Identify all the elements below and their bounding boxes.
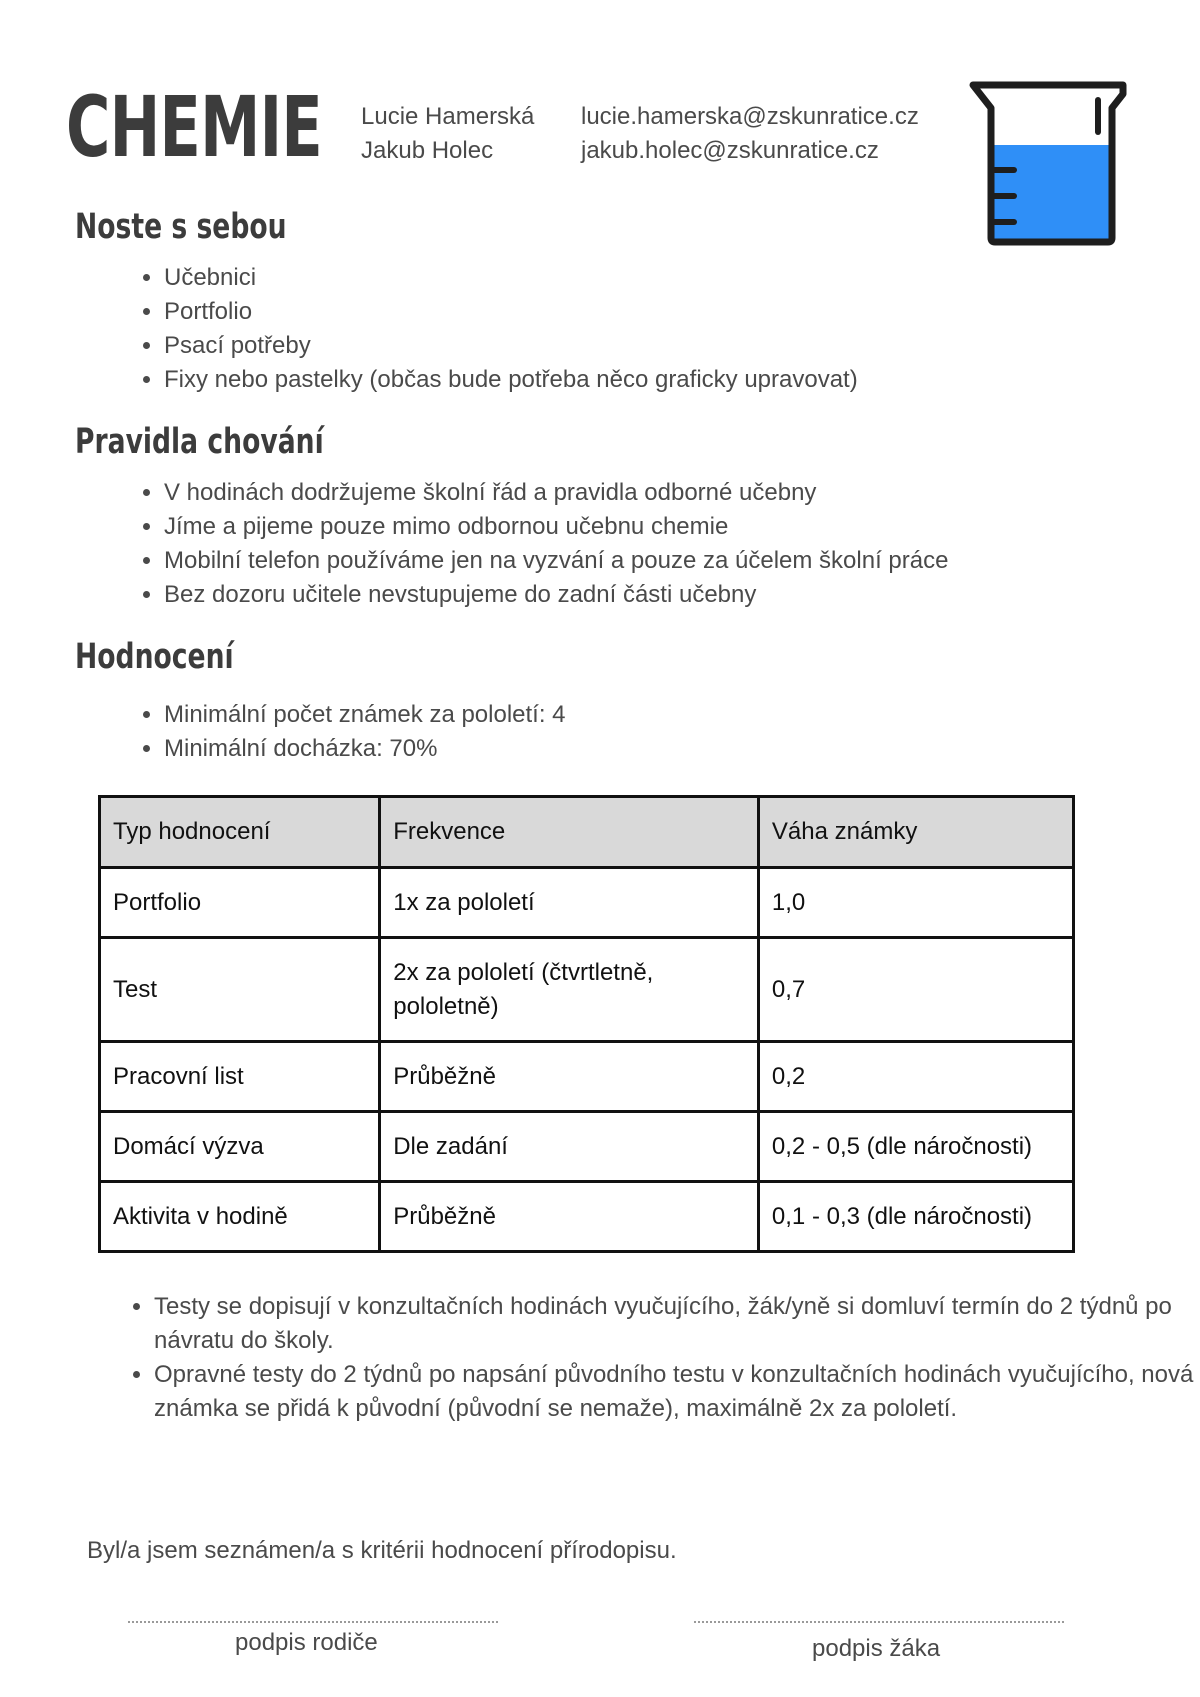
list-item: • V hodinách dodržujeme školní řád a pravidla odborné učebny xyxy=(164,476,1164,510)
beaker-icon xyxy=(968,80,1136,248)
list-item: • Portfolio xyxy=(164,295,1124,329)
column-header: Typ hodnocení xyxy=(100,797,380,868)
confirmation-text: Byl/a jsem seznámen/a s kritérii hodnocení přírodopisu. xyxy=(87,1537,677,1564)
parent-signature-label: podpis rodiče xyxy=(235,1629,378,1656)
table-cell: 0,2 xyxy=(758,1042,1073,1112)
bring-heading: Noste s sebou xyxy=(75,207,287,247)
list-item: • Bez dozoru učitele nevstupujeme do zadní části učebny xyxy=(164,578,1164,612)
teacher-email[interactable]: jakub.holec@zskunratice.cz xyxy=(581,137,879,164)
parent-signature-line[interactable] xyxy=(128,1621,498,1623)
table-cell: Průběžně xyxy=(380,1042,759,1112)
table-cell: Průběžně xyxy=(380,1182,759,1252)
table-cell: Dle zadání xyxy=(380,1112,759,1182)
table-cell: 1x za pololetí xyxy=(380,868,759,938)
page-title: CHEMIE xyxy=(66,78,323,176)
table-cell: 2x za pololetí (čtvrtletně, pololetně) xyxy=(380,938,759,1042)
teacher-emails xyxy=(581,100,919,168)
table-cell: Test xyxy=(100,938,380,1042)
table-cell: Pracovní list xyxy=(100,1042,380,1112)
rules-heading: Pravidla chování xyxy=(75,422,324,462)
rules-list xyxy=(134,476,1164,612)
table-cell: Portfolio xyxy=(100,868,380,938)
table-cell: Aktivita v hodině xyxy=(100,1182,380,1252)
grading-table xyxy=(98,795,1075,1253)
list-item: • Fixy nebo pastelky (občas bude potřeba něco graficky upravovat) xyxy=(164,363,1124,397)
table-cell: Domácí výzva xyxy=(100,1112,380,1182)
table-cell: 0,1 - 0,3 (dle náročnosti) xyxy=(758,1182,1073,1252)
student-signature-line[interactable] xyxy=(694,1621,1064,1623)
student-signature-label: podpis žáka xyxy=(812,1635,941,1662)
list-item: • Opravné testy do 2 týdnů po napsání původního testu v konzultačních hodinách vyučujícího, nová známka se přidá k původní (původní se nemaže), maximálně 2x za pololetí. xyxy=(154,1358,1194,1426)
table-cell: 0,2 - 0,5 (dle náročnosti) xyxy=(758,1112,1073,1182)
table-row xyxy=(100,1112,1074,1182)
table-row xyxy=(100,938,1074,1042)
table-cell: 1,0 xyxy=(758,868,1073,938)
list-item: • Jíme a pijeme pouze mimo odbornou učebnu chemie xyxy=(164,510,1164,544)
grading-notes-list xyxy=(126,1290,1194,1426)
teacher-name: Lucie Hamerská xyxy=(361,103,535,130)
list-item: • Učebnici xyxy=(164,261,1124,295)
table-row xyxy=(100,1042,1074,1112)
teacher-name: Jakub Holec xyxy=(361,137,494,164)
list-item: • Minimální docházka: 70% xyxy=(164,732,1124,766)
table-header-row xyxy=(100,797,1074,868)
column-header: Frekvence xyxy=(380,797,759,868)
grading-heading: Hodnocení xyxy=(75,637,234,677)
list-item: • Psací potřeby xyxy=(164,329,1124,363)
bring-list xyxy=(134,261,1124,397)
list-item: • Mobilní telefon používáme jen na vyzvání a pouze za účelem školní práce xyxy=(164,544,1164,578)
grading-list xyxy=(134,698,1124,766)
table-cell: 0,7 xyxy=(758,938,1073,1042)
table-row xyxy=(100,868,1074,938)
teacher-names xyxy=(361,100,534,168)
teacher-email[interactable]: lucie.hamerska@zskunratice.cz xyxy=(581,103,919,130)
column-header: Váha známky xyxy=(758,797,1073,868)
list-item: • Minimální počet známek za pololetí: 4 xyxy=(164,698,1124,732)
table-row xyxy=(100,1182,1074,1252)
list-item: • Testy se dopisují v konzultačních hodinách vyučujícího, žák/yně si domluví termín do 2 týdnů po návratu do školy. xyxy=(154,1290,1194,1358)
